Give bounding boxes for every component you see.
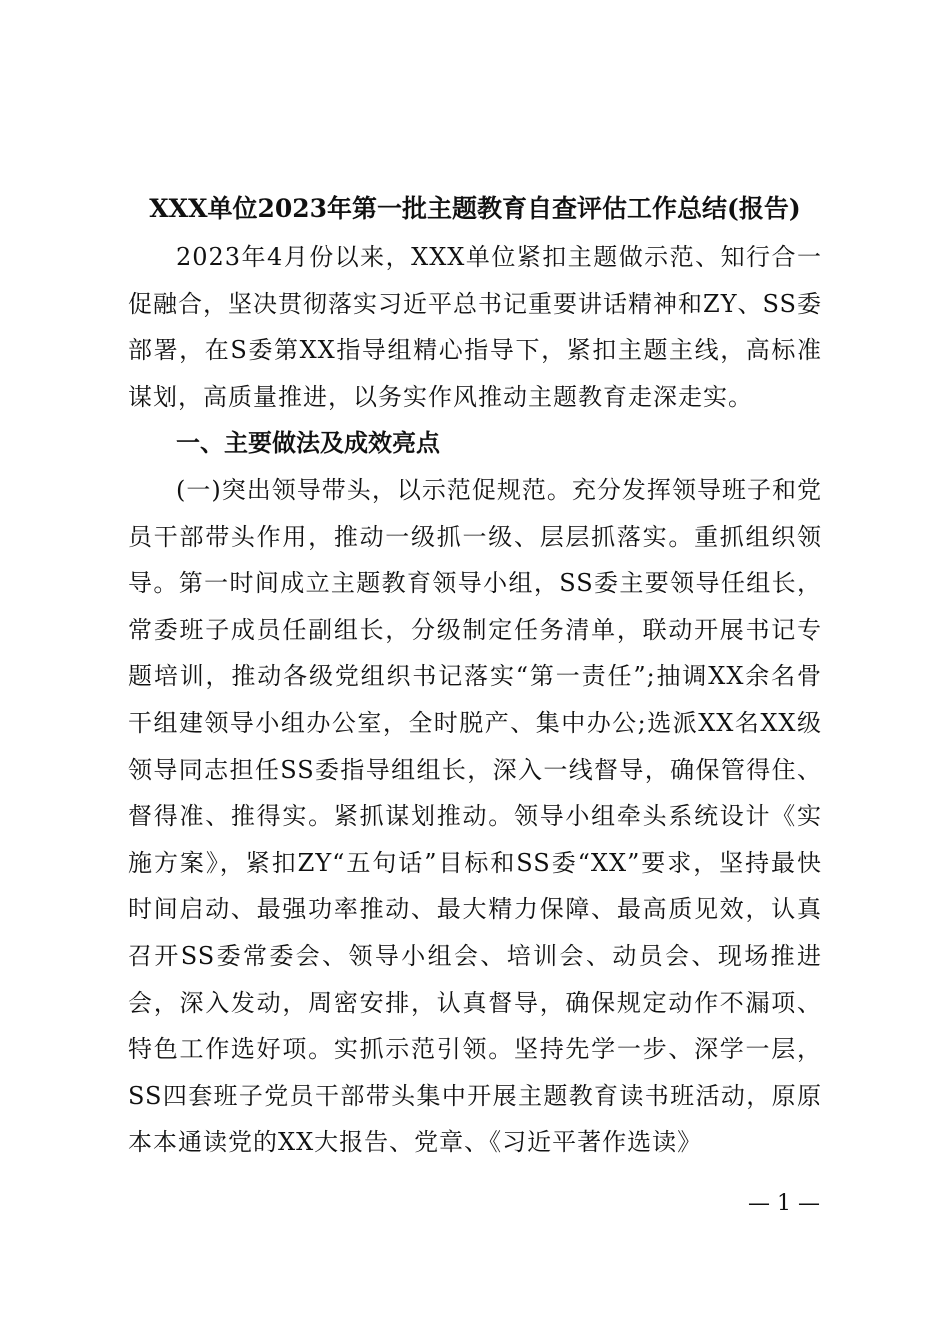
intro-paragraph: 2023年4月份以来，XXX单位紧扣主题做示范、知行合一促融合，坚决贯彻落实习近平总书记重要讲话精神和ZY、SS委部署，在S委第XX指导组精心指导下，紧扣主题主线，高标准谋划，高质量推进，以务实作风推动主题教育走深走实。 <box>128 243 822 411</box>
section-paragraph: (一)突出领导带头，以示范促规范。充分发挥领导班子和党员干部带头作用，推动一级抓一级、层层抓落实。重抓组织领导。第一时间成立主题教育领导小组，SS委主要领导任组长，常委班子成员任副组长，分级制定任务清单，联动开展书记专题培训，推动各级党组织书记落实“第一责任”;抽调XX余名骨干组建领导小组办公室，全时脱产、集中办公;选派XX名XX级领导同志担任SS委指导组组长，深入一线督导，确保管得住、督得准、推得实。紧抓谋划推动。领导小组牵头系统设计《实施方案》，紧扣ZY“五句话”目标和SS委“XX”要求，坚持最快时间启动、最强功率推动、最大精力保障、最高质见效，认真召开SS委常委会、领导小组会、培训会、动员会、现场推进会，深入发动，周密安排，认真督导，确保规定动作不漏项、特色工作选好项。实抓示范引领。坚持先学一步、深学一层，SS四套班子党员干部带头集中开展主题教育读书班活动，原原本本通读党的XX大报告、党章、《习近平著作选读》 <box>128 476 822 1157</box>
page-number: — 1 — <box>748 1191 820 1216</box>
section-heading: 一、主要做法及成效亮点 <box>176 428 440 457</box>
document-title: XXX单位2023年第一批主题教育自查评估工作总结(报告) <box>149 194 801 223</box>
